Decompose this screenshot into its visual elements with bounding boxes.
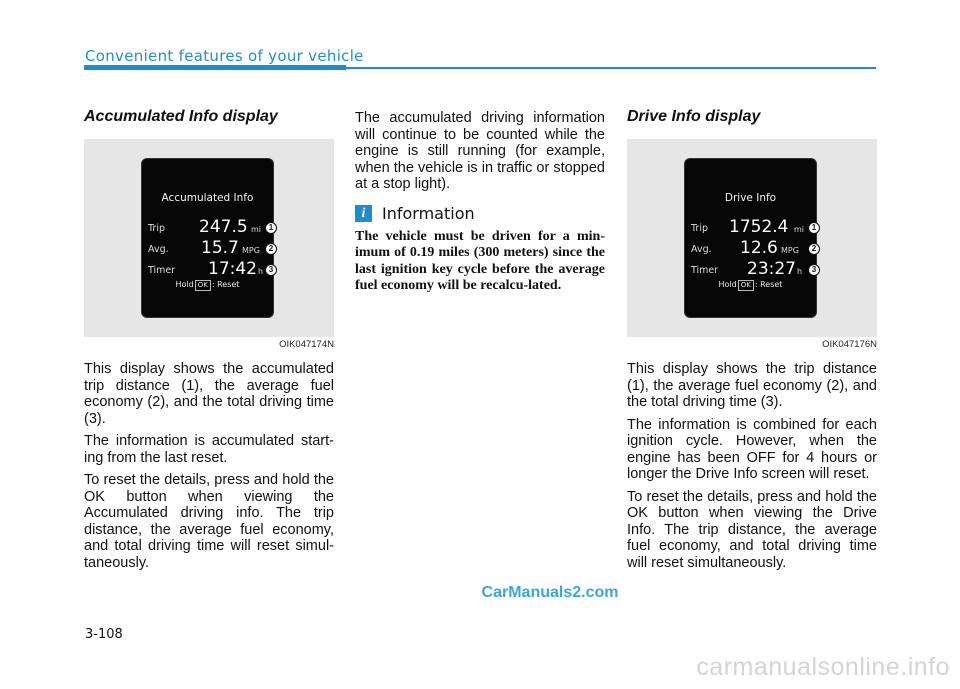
information-header xyxy=(355,204,605,223)
ok-button-glyph: OK xyxy=(195,280,211,291)
accumulated-info-heading: Accumulated Info display xyxy=(84,108,278,125)
reset-hint xyxy=(142,280,273,291)
avg-label: Avg. xyxy=(148,244,169,255)
avg-unit: MPG xyxy=(242,246,260,255)
callout-2: 2 xyxy=(808,243,820,255)
trip-label: Trip xyxy=(691,223,708,234)
drive-info-column xyxy=(627,108,877,577)
trip-label: Trip xyxy=(148,223,165,234)
figure-code: OIK047176N xyxy=(822,339,877,350)
middle-column xyxy=(355,110,605,295)
callout-3: 3 xyxy=(808,264,820,276)
hold-text: Hold xyxy=(718,280,737,289)
paragraph: To reset the details, press and hold the OK button when viewing the Accumulated driving info. The trip distance, the average fuel economy, and total driving time will reset simul-taneously. xyxy=(84,472,334,571)
avg-label: Avg. xyxy=(691,244,712,255)
trip-row xyxy=(691,217,812,237)
timer-row xyxy=(691,259,812,279)
paragraph: This display shows the trip distance (1), the average fuel economy (2), and the total driving time (3). xyxy=(627,361,877,410)
trip-unit: mi xyxy=(794,225,805,234)
paragraph: The information is accumulated start-ing from the last reset. xyxy=(84,433,334,466)
avg-value: 12.6 xyxy=(740,238,778,258)
header-rule-thick xyxy=(84,65,346,70)
cluster-screen xyxy=(141,158,274,318)
callout-2: 2 xyxy=(265,243,277,255)
watermark-text: carmanualsonline.info xyxy=(696,653,950,681)
callout-1: 1 xyxy=(808,222,820,234)
drive-info-figure xyxy=(627,139,877,337)
timer-value: 17:42 xyxy=(208,259,257,279)
trip-row xyxy=(148,217,269,237)
callout-3: 3 xyxy=(265,264,277,276)
hold-text: Hold xyxy=(175,280,194,289)
trip-unit: mi xyxy=(251,225,262,234)
timer-unit: h xyxy=(258,267,264,276)
section-title: Convenient features of your vehicle xyxy=(85,47,364,65)
reset-text: : Reset xyxy=(211,280,240,289)
trip-value: 1752.4 xyxy=(729,217,789,237)
paragraph: To reset the details, press and hold the OK button when viewing the Drive Info. The trip distance, the average fuel economy, and total driving time will reset simultaneously. xyxy=(627,488,877,571)
paragraph: The information is combined for each ignition cycle. However, when the engine has been OFF for 4 hours or longer the Drive Info screen will reset. xyxy=(627,416,877,482)
reset-text: : Reset xyxy=(754,280,783,289)
page-number: 3-108 xyxy=(85,627,123,642)
timer-label: Timer xyxy=(691,265,719,276)
timer-label: Timer xyxy=(148,265,176,276)
screen-title: Accumulated Info xyxy=(161,192,254,204)
paragraph: This display shows the accumulated trip distance (1), the average fuel economy (2), and the total driving time (3). xyxy=(84,361,334,427)
timer-value: 23:27 xyxy=(747,259,796,279)
avg-value: 15.7 xyxy=(201,238,239,258)
accumulated-info-figure xyxy=(84,139,334,337)
header-rule-thin xyxy=(346,67,876,69)
callout-1: 1 xyxy=(265,222,277,234)
timer-row xyxy=(148,259,269,279)
drive-info-heading: Drive Info display xyxy=(627,108,761,125)
watermark-link[interactable]: CarManuals2.com xyxy=(481,584,619,601)
accumulated-info-column xyxy=(84,108,334,577)
ok-button-glyph: OK xyxy=(738,280,754,291)
trip-value: 247.5 xyxy=(199,217,248,237)
cluster-screen xyxy=(684,158,817,318)
avg-unit: MPG xyxy=(781,246,799,255)
avg-row xyxy=(148,238,269,258)
figure-code: OIK047174N xyxy=(279,339,334,350)
screen-title: Drive Info xyxy=(724,192,777,204)
information-body: The vehicle must be driven for a min-imum of 0.19 miles (300 meters) since the last ignition key cycle before the average fuel economy will be recalcu-lated. xyxy=(355,228,605,293)
information-title: Information xyxy=(382,203,475,223)
avg-row xyxy=(691,238,812,258)
paragraph: The accumulated driving information will continue to be counted while the engine is still running (for example, when the vehicle is in traffic or stopped at a stop light). xyxy=(355,110,605,192)
info-icon: i xyxy=(355,205,372,222)
reset-hint xyxy=(685,280,816,291)
timer-unit: h xyxy=(797,267,803,276)
